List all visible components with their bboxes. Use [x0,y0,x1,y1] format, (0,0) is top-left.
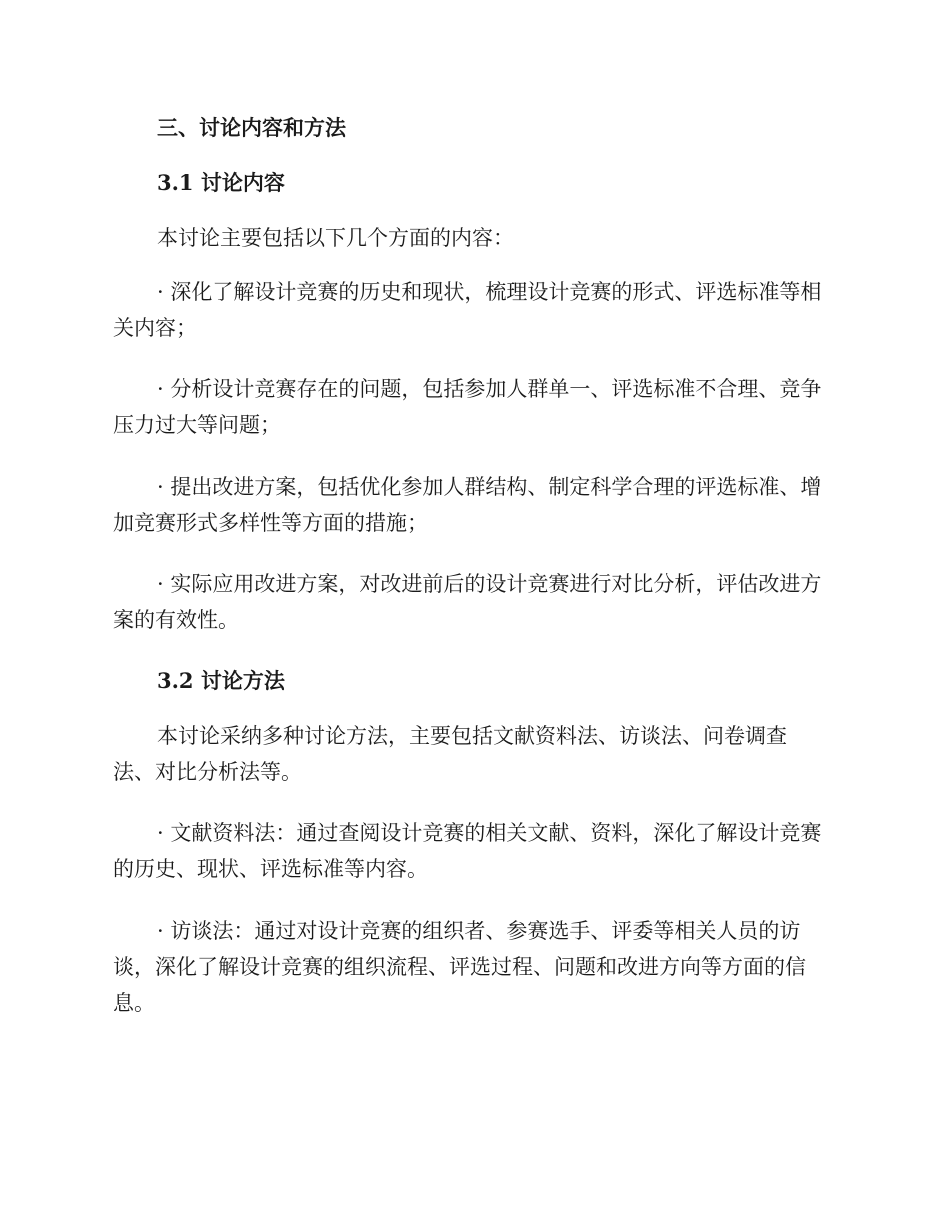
paragraph-intro-methods: 本讨论采纳多种讨论方法，主要包括文献资料法、访谈法、问卷调查法、对比分析法等。 [113,724,787,784]
list-item: · 实际应用改进方案，对改进前后的设计竞赛进行对比分析，评估改进方案的有效性。 [113,572,822,632]
section-title: 三、讨论内容和方法 [157,115,346,140]
subsection-title-3-1: 3.1 讨论内容 [157,170,285,195]
subsection-title-3-2: 3.2 讨论方法 [157,668,285,693]
list-item: · 分析设计竞赛存在的问题，包括参加人群单一、评选标准不合理、竞争压力过大等问题； [113,377,822,437]
list-item: · 深化了解设计竞赛的历史和现状，梳理设计竞赛的形式、评选标准等相关内容； [113,280,822,340]
list-item: · 提出改进方案，包括优化参加人群结构、制定科学合理的评选标准、增加竞赛形式多样性等方面的措施； [113,475,822,535]
paragraph-intro-content: 本讨论主要包括以下几个方面的内容： [157,226,514,250]
list-item: · 访谈法：通过对设计竞赛的组织者、参赛选手、评委等相关人员的访谈，深化了解设计竞赛的组织流程、评选过程、问题和改进方向等方面的信息。 [113,919,806,1015]
list-item: · 文献资料法：通过查阅设计竞赛的相关文献、资料，深化了解设计竞赛的历史、现状、评选标准等内容。 [113,821,822,881]
